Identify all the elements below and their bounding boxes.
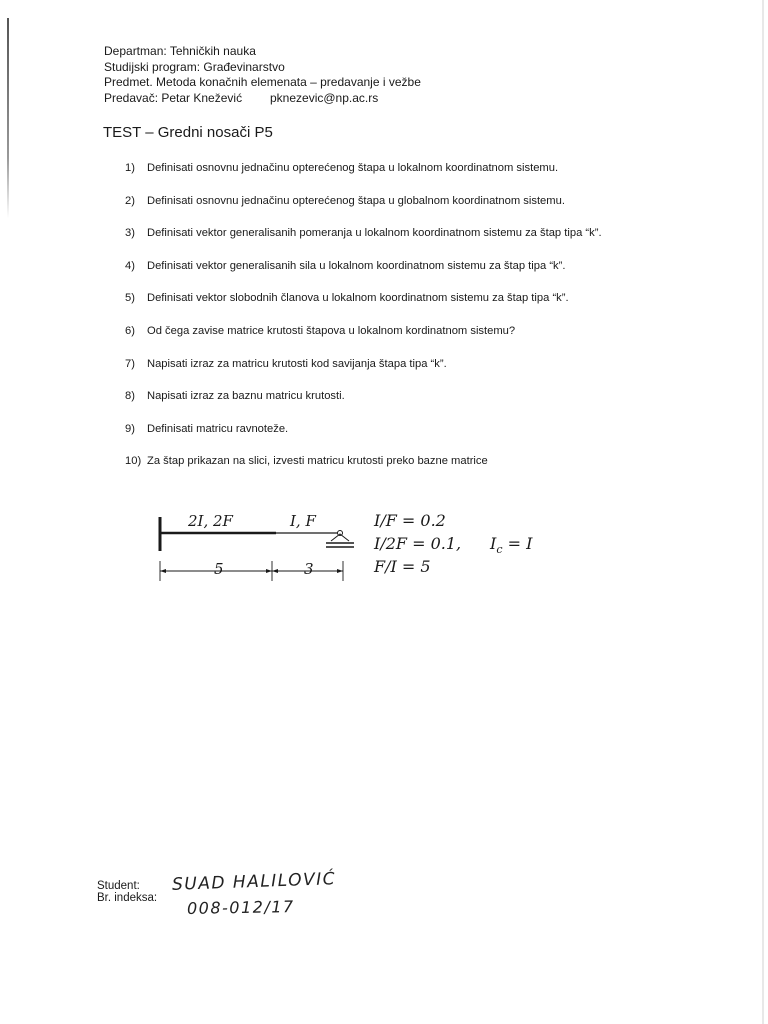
question-number: 6): [125, 324, 135, 337]
segment1-properties: 2I, 2F: [188, 512, 233, 530]
document-header: [104, 44, 421, 106]
question-text: Napisati izraz za matricu krutosti kod savijanja štapa tipa “k”.: [147, 357, 447, 370]
dimension-5: 5: [214, 560, 224, 578]
question-item: [125, 325, 602, 358]
question-item: [125, 292, 602, 325]
equation-2: I/2F = 0.1,: [374, 534, 462, 553]
question-item: [125, 423, 602, 456]
equation-4: F/I = 5: [374, 557, 431, 576]
lecturer-name: Predavač: Petar Knežević: [104, 90, 243, 105]
equation-3: $I_c = I$: [490, 534, 533, 556]
student-index-handwritten: 008-012/17: [186, 897, 295, 918]
question-item: [125, 162, 602, 195]
question-text: Od čega zavise matrice krutosti štapova u lokalnom kordinatnom sistemu?: [147, 324, 516, 337]
question-text: Definisati matricu ravnoteže.: [147, 422, 289, 435]
index-label: Br. indeksa:: [97, 892, 158, 904]
question-list: [125, 162, 602, 488]
question-number: 1): [125, 162, 135, 174]
question-number: 7): [125, 357, 135, 370]
question-item: [125, 260, 602, 293]
course-line: Predmet. Metoda konačnih elemenata – predavanje i vežbe: [104, 75, 421, 90]
lecturer-email: pknezevic@np.ac.rs: [270, 90, 379, 105]
question-number: 4): [125, 259, 135, 272]
question-item: [125, 455, 602, 488]
question-text: Definisati vektor slobodnih članova u lokalnom koordinatnom sistemu za štap tipa “k”.: [147, 292, 569, 305]
test-title: TEST – Gredni nosači P5: [103, 124, 273, 141]
question-text: Definisati vektor generalisanih sila u lokalnom koordinatnom sistemu za štap tipa “k”.: [147, 259, 566, 272]
question-item: [125, 390, 602, 423]
question-item: [125, 195, 602, 228]
question-text: Definisati osnovnu jednačinu opterećenog štapa u lokalnom koordinatnom sistemu.: [147, 162, 559, 174]
question-number: 8): [125, 390, 135, 403]
lecturer-line: [104, 91, 421, 107]
question-number: 9): [125, 422, 135, 435]
question-number: 2): [125, 194, 135, 207]
question-number: 10): [125, 455, 142, 468]
equation-1: I/F = 0.2: [374, 511, 446, 530]
segment2-properties: I, F: [290, 512, 316, 530]
question-item: [125, 227, 602, 260]
question-item: [125, 358, 602, 391]
student-name-handwritten: SUAD HALILOVIĆ: [171, 869, 337, 895]
program-line: Studijski program: Građevinarstvo: [104, 59, 285, 74]
page-right-edge: [762, 0, 764, 1024]
question-number: 5): [125, 292, 135, 305]
question-text: Napisati izraz za baznu matricu krutosti.: [147, 390, 345, 403]
dimension-line: [160, 561, 343, 581]
page-left-edge: [7, 18, 9, 218]
beam-figure: [150, 505, 550, 595]
department-line: Departman: Tehničkih nauka: [104, 44, 256, 58]
question-text: Za štap prikazan na slici, izvesti matricu krutosti preko bazne matrice: [147, 455, 488, 468]
question-number: 3): [125, 227, 135, 240]
dimension-3: 3: [304, 560, 314, 578]
question-text: Definisati osnovnu jednačinu opterećenog štapa u globalnom koordinatnom sistemu.: [147, 194, 565, 207]
student-label: Student:: [97, 880, 140, 892]
question-text: Definisati vektor generalisanih pomeranja u lokalnom koordinatnom sistemu za štap tipa “k”.: [147, 227, 602, 240]
